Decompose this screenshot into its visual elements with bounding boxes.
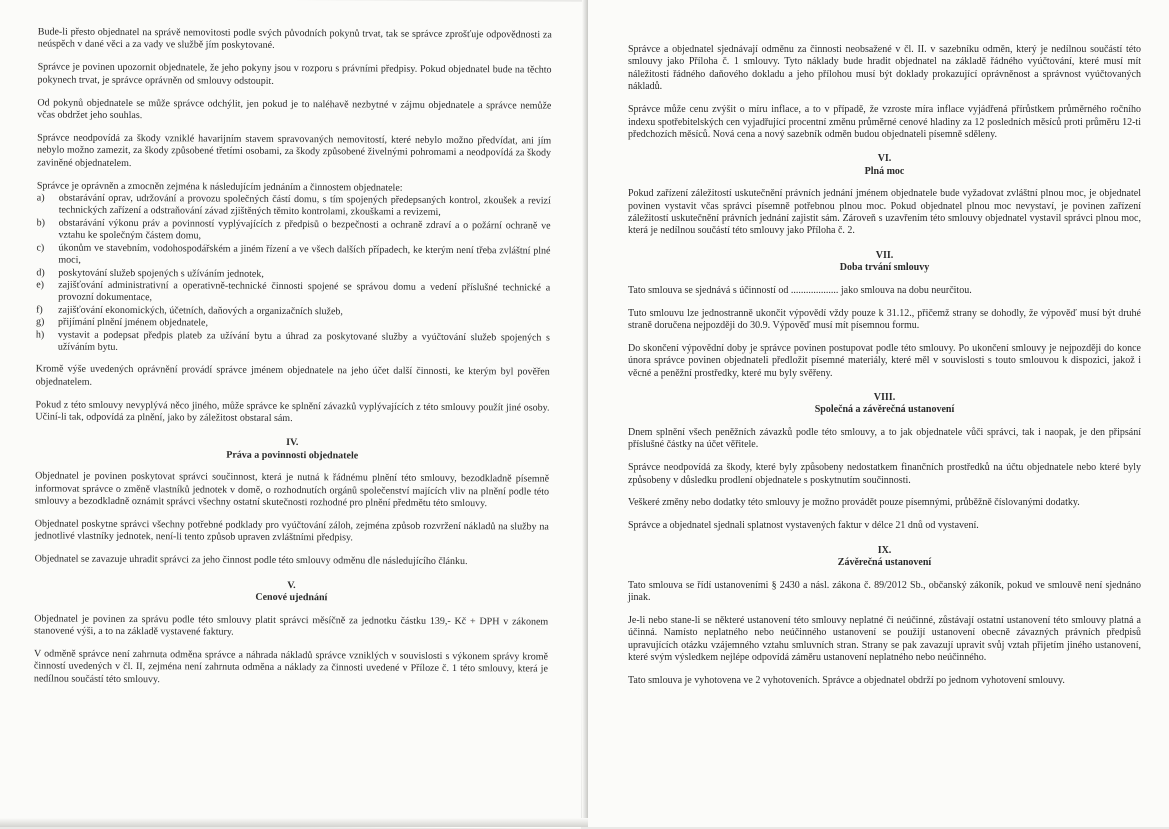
list-item [37,217,551,245]
paragraph: Tato smlouva se sjednává s účinností od ................... jako smlouva na dobu neurčitou. [628,284,972,296]
list-item-text: obstarávání oprav, udržování a provozu společných částí domu, s tím spojených předepsaných kontrol, zkoušek a revizí technických zařízení a odstraňování závad zjištěných těmito kontrolami, zkouškami a revizemi, [58,192,551,219]
list-marker: g) [35,316,45,328]
paragraph: Objednatel je povinen za správu podle této smlouvy platit správci měsíčně za jednotku částku 139,- Kč + DPH v zákonem stanovené výši, a to na základě vystavené faktury. [34,612,549,638]
section-heading-iv [35,436,549,464]
section-number: IX. [877,544,892,556]
list-intro: Správce je oprávněn a zmocněn zejména k následujícím jednáním a činnostem objednatele: [36,180,403,194]
section-title: Doba trvání smlouvy [839,262,930,274]
section-number: V. [287,579,296,591]
page-edge-shadow [0,818,588,827]
paragraph: Pokud zařízení záležitostí uskutečnění právních jednání jménem objednatele bude vyžadovat zvláštní plnou moc, je objednatel povinen vystavit včas správci písemně potřebnou plnou moc. Pokud objednatel plnou moc nevystaví, je povinen zařízení záležitostí uskutečnění právních jednání zajistit sám. Zároveň s uzavřením této smlouvy objednatel vystavil správci plnou moc, která je nedílnou součástí této smlouvy jako Příloha č. 2. [628,188,1141,237]
paragraph: V odměně správce není zahrnuta odměna správce a náhrada nákladů správce vzniklých v souvislosti s výkonem správy kromě činností uvedených v čl. II, zejména není zahrnuta odměna a náklady za činnosti uvedené v Příloze č. 1 této smlouvy, která je nedílnou součástí této smlouvy. [33,648,549,685]
paragraph: Bude-li přesto objednatel na správě nemovitosti podle svých původních pokynů trvat, tak se správce zprošťuje odpovědnosti za neúspěch v dané věci a za vady ve službě jím poskytované. [37,26,552,52]
paragraph: Správce neodpovídá za škody, které byly způsobeny nedostatkem finančních prostředků na účtu objednatele nebo které byly způsobeny v důsledku prodlení objednatele s poskytnutím součinnosti. [628,462,1141,486]
paragraph: Od pokynů objednatele se může správce odchýlit, jen pokud je to naléhavě nezbytné v zájmu objednatele a správce nemůže včas obdržet jeho souhlas. [37,97,552,122]
list-item [36,279,550,307]
section-title: Práva a povinnosti objednatele [226,449,359,462]
paragraph: Správce a objednatel sjednali splatnost vystavených faktur v délce 21 dnů od vystavení. [628,520,979,532]
list-item-text: přijímání plnění jménem objednatele, [57,316,209,329]
paragraph: Správce neodpovídá za škody vzniklé havarijním stavem spravovaných nemovitostí, které nebylo možno předvídat, ani jím nebylo možno zamezit, za škody způsobené třetími osobami, za škody způsobené živelnými pohromami a neodpovídá za škody zaviněné objednatelem. [36,132,552,169]
paragraph: Do skončení výpovědní doby je správce povinen postupovat podle této smlouvy. Po ukončení smlouvy je nejpozději do konce února správce povinen objednateli předložit písemné materiály, které měl v souvislosti s touto smlouvou k dispozici, jakož i věcné a peněžní prostředky, které mu byly svěřeny. [628,342,1141,379]
paragraph: Tuto smlouvu lze jednostranně ukončit výpovědí vždy pouze k 31.12., přičemž strany se dohodly, že výpověď musí být druhé straně doručena nejpozději do 30.9. Výpověď musí mít písemnou formu. [628,307,1141,331]
section-heading-ix [628,545,1141,570]
list-item-text: vystavit a podepsat předpis plateb za užívání bytu a úhrad za poskytované služby a vyúčtování služeb spojených s užíváním bytu. [57,329,550,353]
paragraph: Objednatel je povinen poskytovat správci součinnost, která je nutná k řádnému plnění této smlouvy, bezodkladně písemně informovat správce o změně vlastníků jednotek v domě, o rozhodnutích orgánů společenství majících vliv na plnění podle této smlouvy a bezodkladně oznámit správci všechny ostatní skutečnosti rozhodné pro plnění předmětu této smlouvy. [34,470,550,510]
paragraph: Veškeré změny nebo dodatky této smlouvy je možno provádět pouze písemnými, průběžně číslovanými dodatky. [628,497,1080,509]
paragraph: Správce může cenu zvýšit o míru inflace, a to v případě, že vzroste míra inflace vyjádřená přírůstkem průměrného ročního indexu spotřebitelských cen vyjadřující procentní změnu průměrné cenové hladiny za 12 posledních měsíců proti průměru 12-ti předchozích měsíců. Nová cena a nový sazebník odměn budou objednateli písemně sděleny. [628,104,1141,140]
list-marker: a) [36,192,45,204]
section-number: IV. [286,437,299,449]
list-item [36,329,550,357]
list-item-text: zajišťování ekonomických, účetních, daňových a organizačních služeb, [58,304,343,318]
paragraph: Objednatel poskytne správci všechny potřebné podklady pro vyúčtování záloh, zejména způsob rozvržení nákladů na služby na jednotlivé vlastníky jednotek, není-li tento způsob upraven zvláštními předpisy. [34,518,549,544]
section-title: Společná a závěrečná ustanovení [814,404,955,416]
list-marker: e) [36,279,45,291]
right-page [588,0,1169,827]
list-item-text: úkonům ve stavebním, vodohospodářském a jiném řízení a ve všech dalších případech, ke kterým není třeba zvláštní plné moci, [58,242,551,266]
paragraph: Tato smlouva je vyhotovena ve 2 vyhotoveních. Správce a objednatel obdrží po jednom vyhotovení smlouvy. [628,675,1065,687]
list-marker: d) [36,266,45,278]
paragraph: Objednatel se zavazuje uhradit správci za jeho činnost podle této smlouvy odměnu dle následujícího článku. [34,553,468,568]
section-heading-viii [628,392,1141,417]
list-marker: c) [36,242,45,254]
authorized-activities-list [36,193,551,357]
section-heading-vi [628,153,1141,178]
list-item [37,193,551,221]
section-heading-vii [628,250,1141,275]
section-number: VIII. [873,392,896,404]
paragraph: Je-li nebo stane-li se některé ustanovení této smlouvy neplatné či neúčinné, zůstávají ostatní ustanovení této smlouvy platná a účinná. Namísto neplatného nebo neúčinného ustanovení se použijí ustanovení obecně závazných právních předpisů upravujících otázku vzájemného vztahu smluvních stran. Strany se pak zavazují upravit svůj vztah přijetím jiného ustanovení, které svým výsledkem nejlépe odpovídá záměru ustanovení neplatného nebo neúčinného. [628,614,1141,664]
paragraph: Dnem splnění všech peněžních závazků podle této smlouvy, a to jak objednatele vůči správci, tak i naopak, je den připsání příslušné částky na účet věřitele. [628,426,1141,451]
paragraph: Správce je povinen upozornit objednatele, že jeho pokyny jsou v rozporu s právními předpisy. Pokud objednatel bude na těchto pokynech trvat, je správce oprávněn od smlouvy odstoupit. [37,61,552,87]
section-title: Cenové ujednání [255,591,328,604]
paragraph: Správce a objednatel sjednávají odměnu za činnosti neobsažené v čl. II. v sazebníku odměn, který je nedílnou součástí této smlouvy jako Příloha č. 1 smlouvy. Tyto náklady bude hradit objednatel na základě řádného vyúčtování, které musí mít náležitosti řádného daňového dokladu a jeho přílohou musí být doklady prokazující oprávněnost a správnost vyúčtovaných nákladů. [628,44,1141,93]
list-item-text: obstarávání výkonu práv a povinností vyplývajících z předpisů o bezpečnosti a ochraně zdraví a o požární ochraně ve vztahu ke společným částem domu, [58,217,551,242]
paragraph: Kromě výše uvedených oprávnění provádí správce jménem objednatele na jeho účet další činnosti, ke kterým byl pověřen objednatelem. [35,363,550,388]
list-marker: h) [35,328,45,341]
section-title: Plná moc [864,165,905,177]
paragraph: Tato smlouva se řídí ustanoveními § 2430 a násl. zákona č. 89/2012 Sb., občanský zákoník, pokud ve smlouvě není sjednáno jinak. [628,579,1141,603]
paragraph: Pokud z této smlouvy nevyplývá něco jiného, může správce ke splnění závazků vyplývajících z této smlouvy použít jiné osoby. Učiní-li tak, odpovídá za plnění, jako by záležitost obstaral sám. [35,399,550,425]
list-item-text: zajišťování administrativní a operativně-technické činnosti spojené se správou domu a vedení příslušné technické a provozní dokumentace, [58,279,551,304]
section-heading-v [34,578,548,606]
list-marker: b) [36,217,46,229]
section-number: VI. [877,153,892,165]
list-item-text: poskytování služeb spojených s užíváním jednotek, [58,267,264,280]
list-marker: f) [36,304,43,316]
list-item [36,242,550,270]
section-title: Závěrečná ustanovení [837,557,932,569]
section-number: VII. [875,249,894,261]
